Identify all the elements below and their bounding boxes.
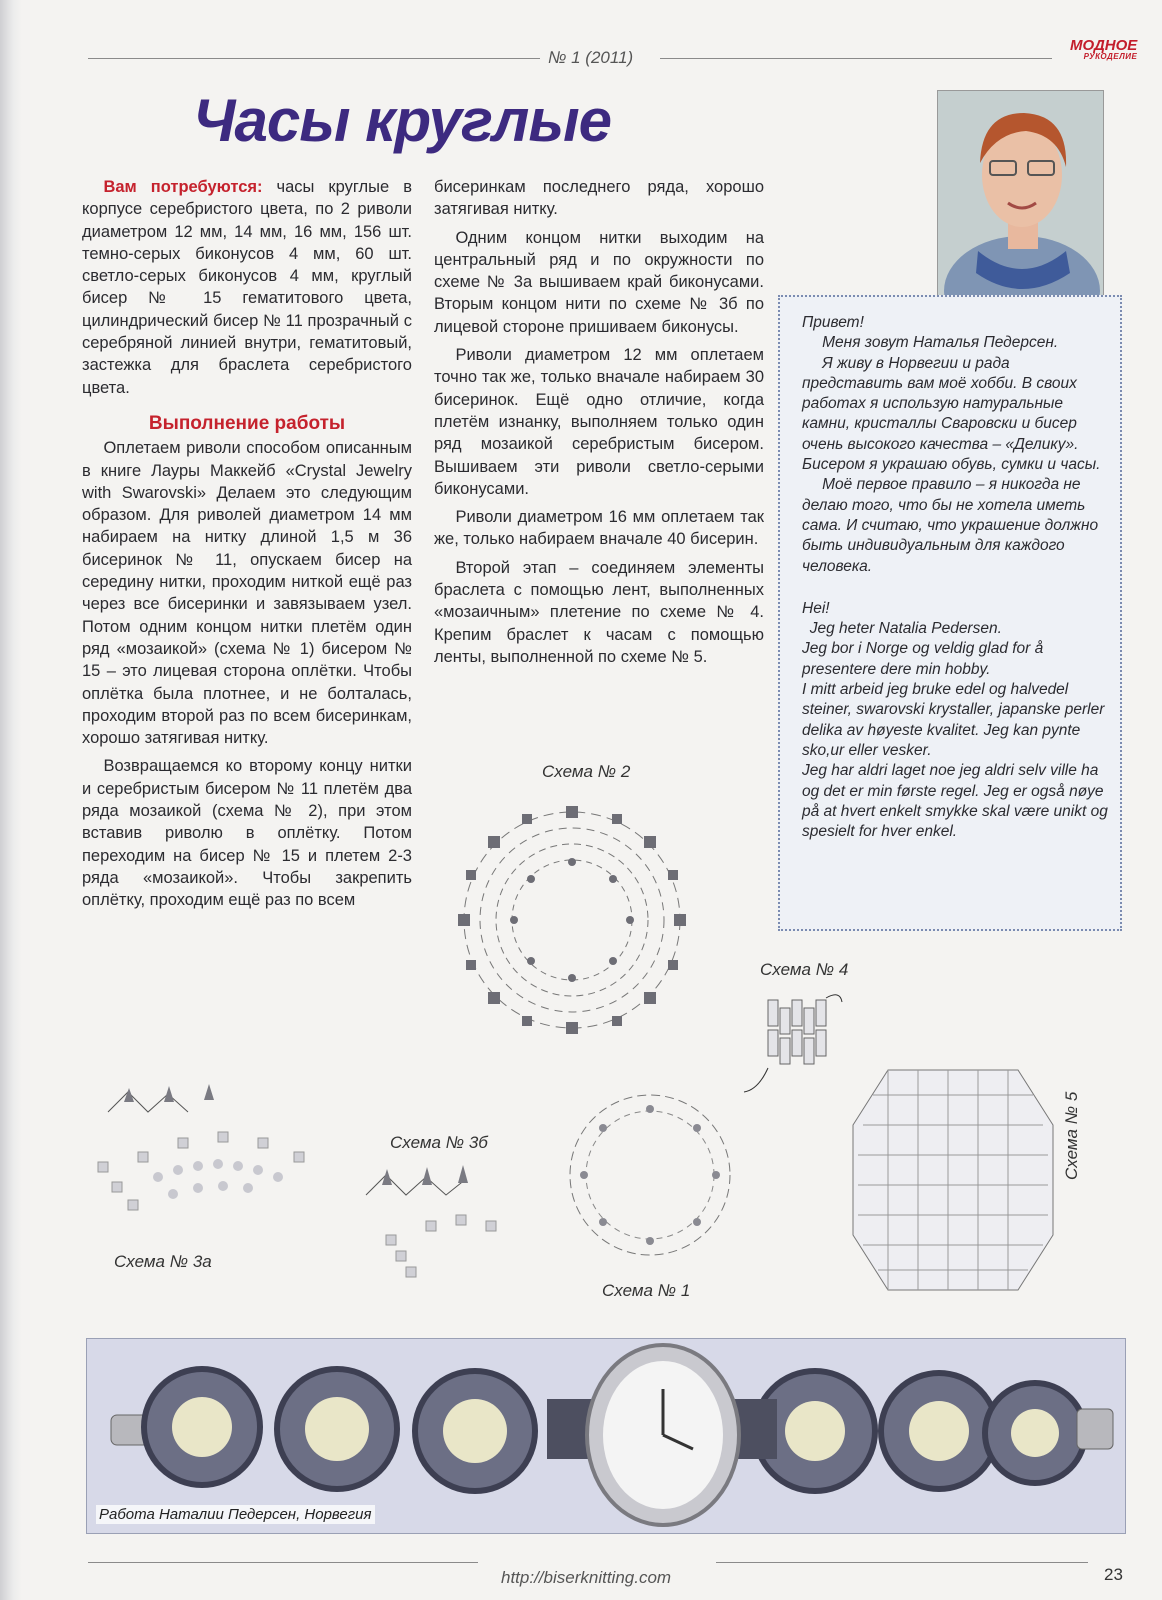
bio-ru-line-1: Меня зовут Наталья Педерсен. [822,334,1059,352]
scheme-1-diagram [560,1085,740,1265]
issue-number: № 1 (2011) [548,48,634,67]
mid-paragraph-4: Риволи диаметром 16 мм оплетаем так же, только набираем вначале 40 бисерин. [434,508,764,549]
column-left [82,176,412,912]
section-heading: Выполнение работы [148,412,346,434]
materials-text: часы круглые в корпусе серебристого цвета, по 2 риволи диаметром 12 мм, 14 мм, 16 мм, 156 шт. темно-серых биконусов 4 мм, 60 шт. светло-серых биконусов 4 мм, круглый бисер № 15 гематитового цвета, цилиндрический бисер № 11 прозрачный с серебряной линией внутри, гематитовый, застежка для браслета серебристого цвета. [82,178,412,397]
materials-lead: Вам потребуются: [103,178,263,196]
bio-spacer [802,577,1108,599]
magazine-logo [1070,38,1137,61]
scheme-1-label: Схема № 1 [602,1281,691,1300]
scheme-3a-label: Схема № 3а [114,1252,212,1271]
bio-ru-greeting: Привет! [802,314,864,331]
mid-paragraph-5: Второй этап – соединяем элементы браслета с помощью лент, выполненных «мозаичным» плетение по схеме № 4. Крепим браслет к часам с помощью ленты, выполненной по схеме № 5. [434,558,764,666]
logo-bottom: РУКОДЕЛИЕ [1083,52,1138,61]
bio-ru-line-2: Я живу в Норвегии и рада представить вам моё хобби. В своих работах я использую натуральные камни, кристаллы Сваровски и бисер очень высокого качества – «Делику». Бисером я украшаю обувь, сумки и часы. [802,354,1101,474]
scheme-5-label: Схема № 5 [1062,1091,1081,1180]
author-bio-box [778,295,1122,931]
page-number: 23 [1104,1565,1123,1584]
bio-no-line-3: I mitt arbeid jeg bruke edel og halvedel steiner, swarovski krystaller, japanske perler delika av høyeste kvalitet. Jeg kan pynte sko,ur eller vesker. [802,681,1105,759]
footer-rule-right [716,1562,1088,1563]
scheme-3a-diagram [98,1082,318,1232]
mid-paragraph-2: Одним концом нитки выходим на центральный ряд и по окружности по схеме № 3а вышиваем край биконусами. Вторым концом нити по схеме № 3б по лицевой стороне пришиваем биконусы. [434,228,764,336]
scheme-3b-label: Схема № 3б [390,1133,488,1152]
scheme-3b-diagram [366,1155,526,1295]
bio-no-greeting: Hei! [802,599,830,617]
bio-ru-line-3: Моё первое правило – я никогда не делаю того, что бы не хотела иметь сама. И считаю, что украшение должно быть индивидуальным для каждого человека. [802,476,1099,575]
work-paragraph-2: Возвращаемся ко второму концу нитки и серебристым бисером № 11 плетём два ряда мозаикой (схема № 2), при этом вставив риволю в оплётку. Потом переходим на бисер № 15 и плетем 2-3 ряда «мозаикой». Чтобы закрепить оплётку, проходим ещё раз по всем [82,757,412,910]
bio-no-line-1: Jeg heter Natalia Pedersen. [809,620,1002,638]
scheme-4-label: Схема № 4 [760,960,849,979]
header-rule-right [660,58,1052,59]
scheme-2-label: Схема № 2 [542,762,631,781]
scheme-4-diagram [758,990,848,1100]
logo-top: МОДНОЕ [1070,37,1138,54]
header-rule-left [88,58,540,59]
materials-paragraph [82,176,412,399]
photo-caption: Работа Наталии Педерсен, Норвегия [96,1505,375,1524]
column-middle [434,176,764,668]
work-paragraph-1: Оплетаем риволи способом описанным в книге Лауры Маккейб «Crystal Jewelry with Swarovski» Делаем это следующим образом. Для риволей диаметром 14 мм набираем на нитку длиной 1,5 м 36 бисеринок № 11, опускаем бисер на середину нитки, проходим ниткой ещё раз через все бисеринки и завязываем узел. Потом одним концом нитки плетём один ряд «мозаикой» (схема № 1) бисером № 15 – это лицевая сторона оплётки. Чтобы оплётка была плотнее, и не болталась, проходим второй раз по всем бисеринкам, хорошо затягивая нитку. [82,439,412,748]
article-title: Часы круглые [193,87,611,154]
page-binding [0,0,22,1600]
mid-paragraph-3: Риволи диаметром 12 мм оплетаем точно так же, только вначале набираем 30 бисеринок. Ещё одно отличие, когда плетём изнанку, выполняем только один ряд мозаикой серебристым бисером. Вышиваем эти риволи светло-серыми биконусами. [434,346,764,498]
footer-rule-left [88,1562,478,1563]
bio-no-line-2: Jeg bor i Norge og veldig glad for å presentere dere min hobby. [802,640,1044,678]
website-link[interactable]: http://biserknitting.com [501,1568,672,1587]
scheme-5-diagram [848,1065,1058,1295]
bio-no-line-4: Jeg har aldri laget noe jeg aldri selv ville ha og det er min første regel. Jeg er også nøye på at hvert enkelt smykke skal være unikt og spesielt for hver enkel. [802,762,1108,841]
author-photo [937,90,1104,304]
mid-paragraph-1: бисеринкам последнего ряда, хорошо затягивая нитку. [434,178,764,219]
scheme-2-diagram [452,800,692,1040]
